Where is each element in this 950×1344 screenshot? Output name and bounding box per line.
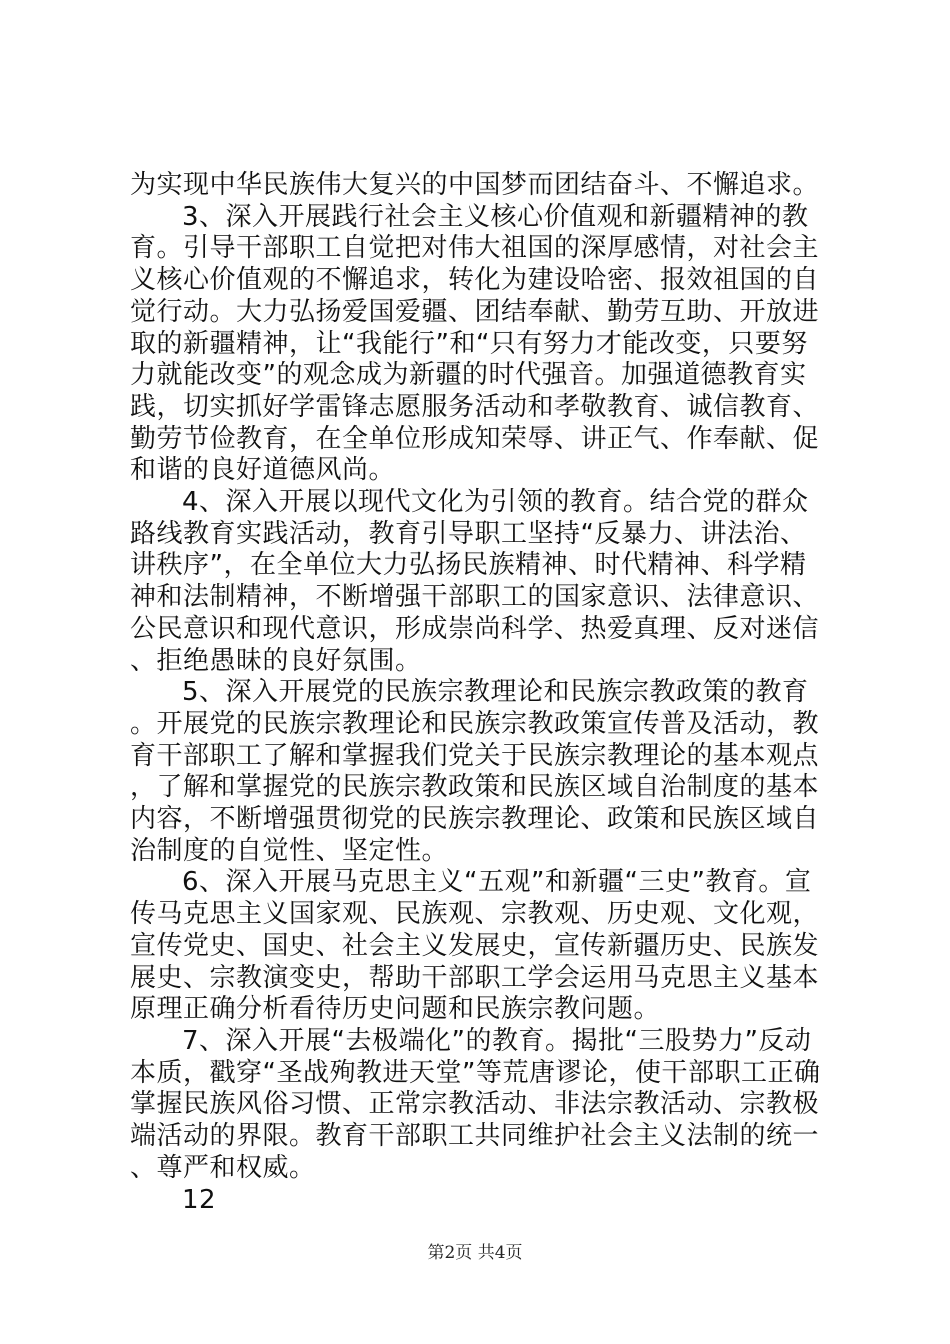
- paragraph-stray-number: 12: [182, 1184, 217, 1215]
- page-footer: 第2页 共4页: [427, 1243, 523, 1263]
- paragraph-item-5: 5、深入开展党的民族宗教理论和民族宗教政策的教育。开展党的民族宗教理论和民族宗教政策宣传普及活动，教育干部职工了解和掌握我们党关于民族宗教理论的基本观点，了解和掌握党的民族宗教政策和民族区域自治制度的基本内容，不断增强贯彻党的民族宗教理论、政策和民族区域自治制度的自觉性、坚定性。: [130, 677, 820, 866]
- paragraph-item-6: 6、深入开展马克思主义“五观”和新疆“三史”教育。宣传马克思主义国家观、民族观、宗教观、历史观、文化观，宣传党史、国史、社会主义发展史，宣传新疆历史、民族发展史、宗教演变史，帮助干部职工学会运用马克思主义基本原理正确分析看待历史问题和民族宗教问题。: [130, 867, 820, 1025]
- document-body: [130, 170, 830, 1216]
- paragraph-item-4: 4、深入开展以现代文化为引领的教育。结合党的群众路线教育实践活动，教育引导职工坚持“反暴力、讲法治、讲秩序”，在全单位大力弘扬民族精神、时代精神、科学精神和法制精神，不断增强干部职工的国家意识、法律意识、公民意识和现代意识，形成崇尚科学、热爱真理、反对迷信、拒绝愚昧的良好氛围。: [130, 487, 820, 676]
- paragraph-item-3: 3、深入开展践行社会主义核心价值观和新疆精神的教育。引导干部职工自觉把对伟大祖国的深厚感情，对社会主义核心价值观的不懈追求，转化为建设哈密、报效祖国的自觉行动。大力弘扬爱国爱疆、团结奉献、勤劳互助、开放进取的新疆精神，让“我能行”和“只有努力才能改变，只要努力就能改变”的观念成为新疆的时代强音。加强道德教育实践，切实抓好学雷锋志愿服务活动和孝敬教育、诚信教育、勤劳节俭教育，在全单位形成知荣辱、讲正气、作奉献、促和谐的良好道德风尚。: [130, 201, 820, 486]
- paragraph-item-7: 7、深入开展“去极端化”的教育。揭批“三股势力”反动本质，戳穿“圣战殉教进天堂”等荒唐谬论，使干部职工正确掌握民族风俗习惯、正常宗教活动、非法宗教活动、宗教极端活动的界限。教育干部职工共同维护社会主义法制的统一、尊严和权威。: [130, 1025, 821, 1183]
- paragraph-continuation: 为实现中华民族伟大复兴的中国梦而团结奋斗、不懈追求。: [130, 170, 820, 200]
